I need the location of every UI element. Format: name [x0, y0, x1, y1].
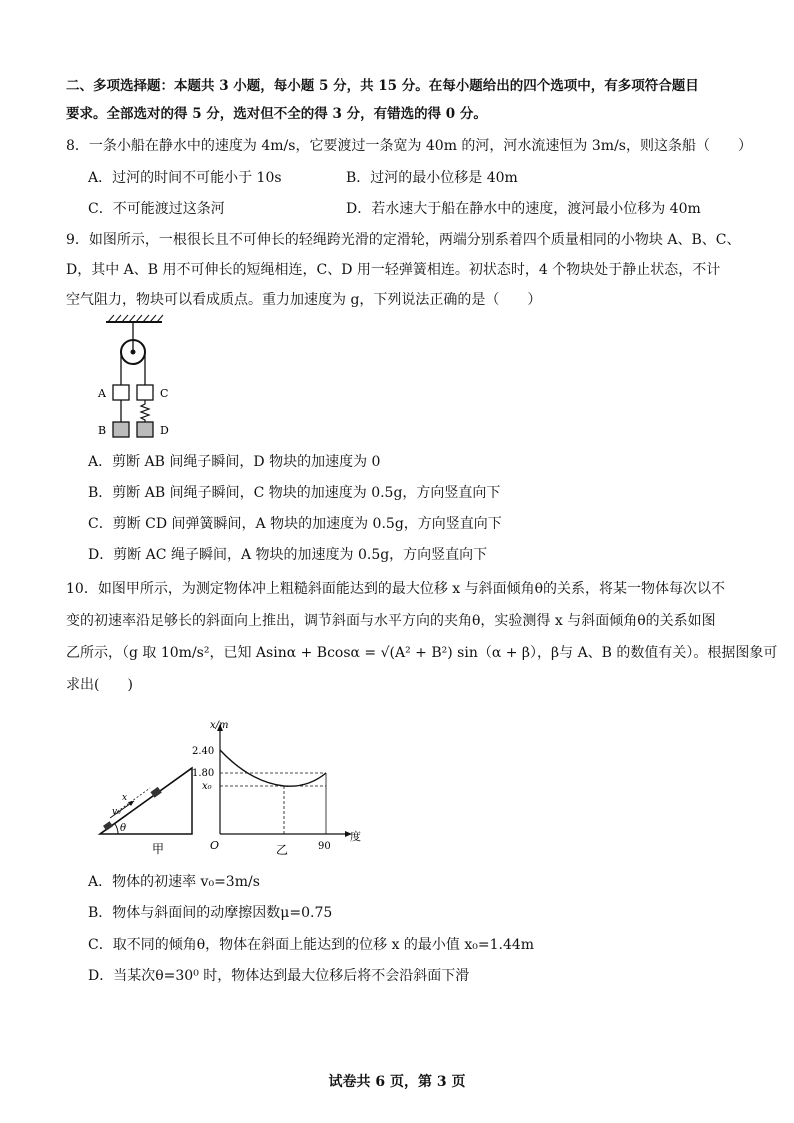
y-tick-x0: x₀ — [202, 781, 212, 792]
block-d — [137, 422, 153, 437]
y-tick-180: 1.80 — [192, 768, 215, 779]
q9-stem-line3: 空气阻力，物块可以看成质点。重力加速度为 g，下列说法正确的是（ ） — [66, 292, 542, 308]
label-a: A — [98, 387, 106, 400]
x-label: x — [122, 793, 128, 803]
q9-option-c: C．剪断 CD 间弹簧瞬间，A 物块的加速度为 0.5g，方向竖直向下 — [88, 516, 502, 532]
y-axis-label: x/m — [210, 720, 229, 731]
section-header-line2: 要求。全部选对的得 5 分，选对但不全的得 3 分，有错选的得 0 分。 — [66, 106, 487, 122]
fig-yi-caption: 乙 — [276, 843, 289, 857]
q9-pulley-figure — [92, 312, 182, 442]
q9-option-a: A．剪断 AB 间绳子瞬间，D 物块的加速度为 0 — [88, 454, 381, 470]
x-tick-90: 90 — [318, 841, 331, 852]
q9-option-b: B．剪断 AB 间绳子瞬间，C 物块的加速度为 0.5g，方向竖直向下 — [88, 485, 501, 501]
label-b: B — [98, 424, 107, 437]
block-c — [137, 385, 153, 400]
q9-stem-line1: 9．如图所示，一根很长且不可伸长的轻绳跨光滑的定滑轮，两端分别系着四个质量相同的小物块 A、B、C、 — [66, 232, 741, 248]
block-b — [113, 422, 129, 437]
label-c: C — [160, 387, 169, 400]
fig-jia-caption: 甲 — [152, 842, 165, 856]
q8-stem: 8．一条小船在静水中的速度为 4m/s，它要渡过一条宽为 40m 的河，河水流速恒为 3m/s，则这条船（ ） — [66, 138, 752, 154]
q9-stem-line2: D，其中 A、B 用不可伸长的短绳相连，C、D 用一轻弹簧相连。初状态时，4 个物块处于静止状态，不计 — [66, 262, 721, 278]
origin-label: O — [210, 839, 220, 852]
q10-figure-yi — [190, 716, 370, 858]
x-unit-label: 度 — [350, 830, 361, 843]
block-a — [113, 385, 129, 400]
x-theta-curve — [220, 750, 326, 786]
q8-option-d: D．若水速大于船在静水中的速度，渡河最小位移为 40m — [346, 201, 701, 217]
q8-option-c: C．不可能渡过这条河 — [88, 201, 225, 217]
q9-option-d: D．剪断 AC 绳子瞬间，A 物块的加速度为 0.5g，方向竖直向下 — [88, 547, 488, 563]
q10-stem-line1: 10．如图甲所示，为测定物体冲上粗糙斜面能达到的最大位移 x 与斜面倾角θ的关系，将某一物体每次以不 — [66, 581, 726, 597]
page-footer: 试卷共 6 页，第 3 页 — [328, 1074, 466, 1090]
q10-stem-line4: 求出( ) — [66, 677, 133, 693]
y-tick-240: 2.40 — [192, 746, 215, 757]
q10-stem-line3: 乙所示，（g 取 10m/s²，已知 Asinα + Bcosα = √(A² + B²) sin（α + β），β与 A、B 的数值有关）。根据图象可 — [66, 645, 778, 661]
label-d: D — [160, 424, 169, 437]
section-header-line1: 二、多项选择题：本题共 3 小题，每小题 5 分，共 15 分。在每小题给出的四个选项中，有多项符合题目 — [66, 78, 699, 94]
spring-cd — [141, 400, 149, 422]
v0-label: v₀ — [112, 807, 121, 817]
q10-option-a: A．物体的初速率 v₀=3m/s — [88, 874, 260, 890]
theta-label: θ — [120, 823, 127, 834]
q10-option-b: B．物体与斜面间的动摩擦因数μ=0.75 — [88, 905, 333, 921]
q10-stem-line2: 变的初速率沿足够长的斜面向上推出，调节斜面与水平方向的夹角θ，实验测得 x 与斜面倾角θ的关系如图 — [66, 613, 716, 629]
q8-option-a: A．过河的时间不可能小于 10s — [88, 170, 282, 186]
q10-option-c: C．取不同的倾角θ，物体在斜面上能达到的位移 x 的最小值 x₀=1.44m — [88, 937, 535, 953]
q10-option-d: D．当某次θ=30⁰ 时，物体达到最大位移后将不会沿斜面下滑 — [88, 968, 470, 984]
q8-option-b: B．过河的最小位移是 40m — [346, 170, 518, 186]
